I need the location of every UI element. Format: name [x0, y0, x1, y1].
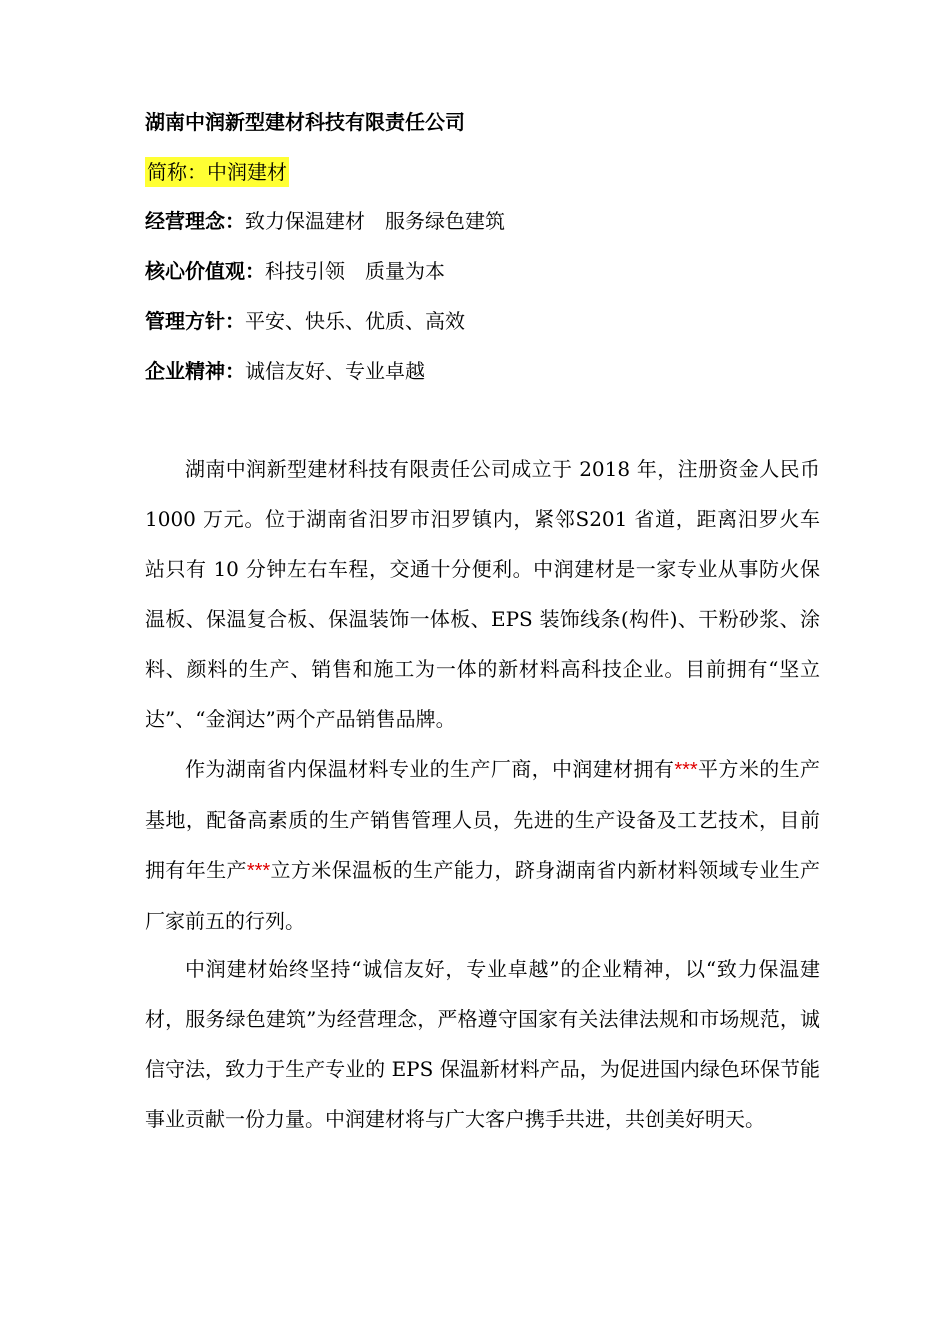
p2-text-a: 作为湖南省内保温材料专业的生产厂商，中润建材拥有: [185, 757, 675, 781]
paragraph-production-capacity: [145, 744, 820, 946]
value-row-business-philosophy: [145, 204, 505, 238]
value-text: 致力保温建材 服务绿色建筑: [245, 209, 505, 233]
value-label: 经营理念：: [145, 209, 245, 233]
value-label: 企业精神：: [145, 359, 245, 383]
value-label: 核心价值观：: [145, 259, 265, 283]
value-row-management-policy: [145, 304, 465, 338]
value-text: 科技引领 质量为本: [265, 259, 445, 283]
value-text: 平安、快乐、优质、高效: [245, 309, 465, 333]
short-name-row: [145, 155, 289, 189]
paragraph-enterprise-spirit: 中润建材始终坚持“诚信友好，专业卓越”的企业精神，以“致力保温建材，服务绿色建筑”为经营理念，严格遵守国家有关法律法规和市场规范，诚信守法，致力于生产专业的 EPS 保温新材料产品，为促进国内绿色环保节能事业贡献一份力量。中润建材将与广大客户携手共进，共创美好明天。: [145, 957, 820, 1131]
value-label: 管理方针：: [145, 309, 245, 333]
company-title: 湖南中润新型建材科技有限责任公司: [145, 110, 465, 134]
p2-text-c: 立方米保温板的生产能力，跻身湖南省内新材料领域专业生产厂家前五的行列。: [145, 858, 821, 933]
value-row-core-values: [145, 254, 445, 288]
paragraph-company-intro: 湖南中润新型建材科技有限责任公司成立于 2018 年，注册资金人民币 1000 万元。位于湖南省汨罗市汨罗镇内，紧邻S201 省道，距离汨罗火车站只有 10 分钟左右车程，交通十分便利。中润建材是一家专业从事防火保温板、保温复合板、保温装饰一体板、EPS 装饰线条(构件)、干粉砂浆、涂料、颜料的生产、销售和施工为一体的新材料高科技企业。目前拥有“坚立达”、“金润达”两个产品销售品牌。: [145, 457, 820, 731]
value-row-enterprise-spirit: [145, 354, 425, 388]
redacted-mark: ***: [246, 860, 271, 882]
redacted-mark: ***: [674, 759, 698, 781]
value-text: 诚信友好、专业卓越: [245, 359, 425, 383]
short-name-highlight: 简称：中润建材: [145, 157, 289, 187]
p2-text-b: 平方米的生产基地，配备高素质的生产销售管理人员，先进的生产设备及工艺技术，目前拥有年生产: [145, 757, 821, 882]
